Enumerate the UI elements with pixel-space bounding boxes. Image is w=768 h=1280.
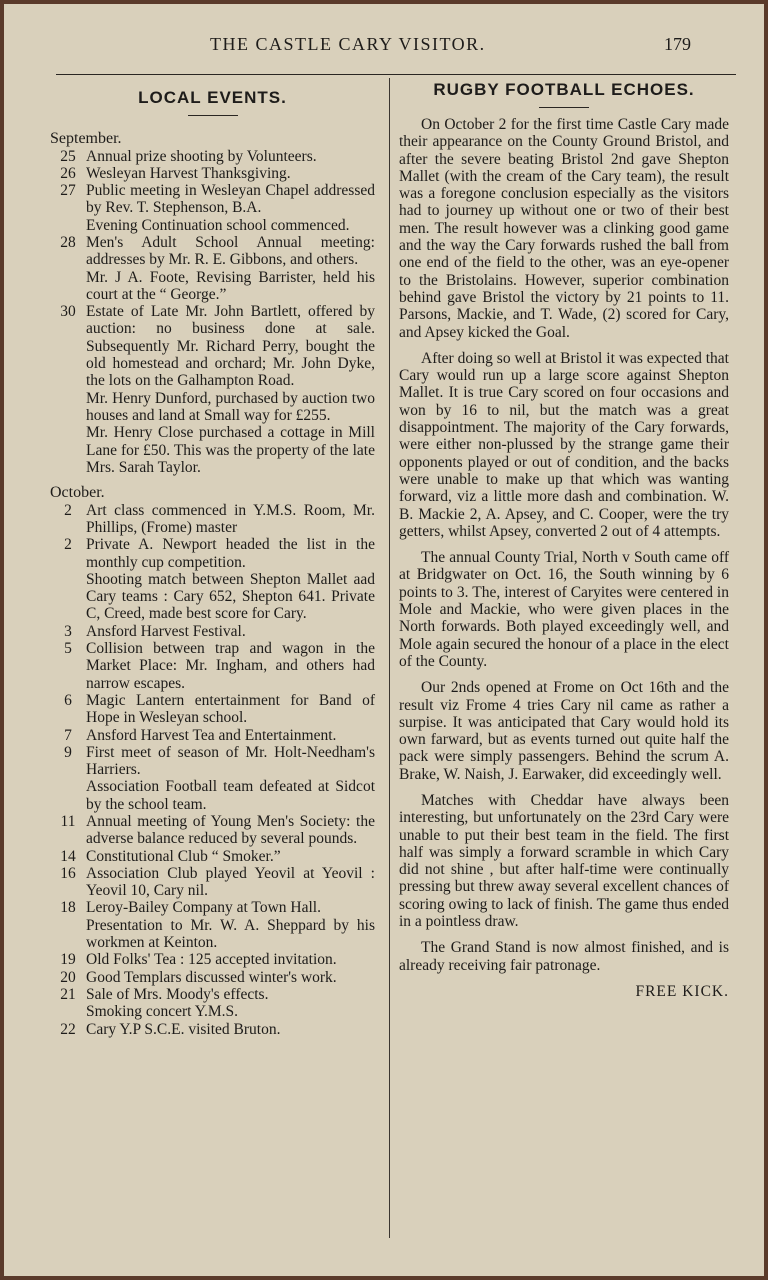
event-item [50,951,375,968]
event-item [50,536,375,622]
event-text: Estate of Late Mr. John Bartlett, offered by auction: no business done at sale. Subsequently Mr. Richard Perry, bought the old homestead and orchard; Mr. John Dyke, the lots on the Galhampton Road. [86,303,375,390]
event-body [86,951,375,968]
event-day: 18 [60,899,76,917]
event-body [86,536,375,622]
event-body [86,899,375,951]
event-text: Collision between trap and wagon in the Market Place: Mr. Ingham, and others had narrow escapes. [86,640,375,692]
article-paragraph: The annual County Trial, North v South came off at Bridgwater on Oct. 16, the South winning by 6 points to 3. The, interest of Caryites were centered in Mole and Mackie, who were given places in the North forwards. Both played exceedingly well, and Mole again secured the honour of a place in the elect of the County. [399,549,729,670]
event-text: Ansford Harvest Festival. [86,622,246,640]
rugby-column [399,80,729,1001]
event-item [50,813,375,848]
title-rule [539,107,589,108]
event-item [50,1021,375,1038]
signature: FREE KICK. [635,982,729,1000]
event-day: 2 [64,501,72,519]
event-day: 3 [64,622,72,640]
page [4,4,764,1276]
event-day: 5 [64,640,72,658]
month-heading: October. [50,484,105,502]
event-item [50,303,375,476]
event-body [86,813,375,848]
event-text: Association Football team defeated at Sidcot by the school team. [86,778,375,813]
event-text: Shooting match between Shepton Mallet aad Cary teams : Cary 652, Shepton 641. Private C, Creed, made best score for Cary. [86,570,375,623]
event-item [50,744,375,813]
event-item [50,640,375,692]
event-item [50,182,375,234]
event-text: Good Templars discussed winter's work. [86,968,337,986]
event-day: 30 [60,303,76,321]
event-day: 22 [60,1020,76,1038]
rugby-article [399,116,729,974]
local-events-title: LOCAL EVENTS. [138,88,287,107]
rugby-title: RUGBY FOOTBALL ECHOES. [433,80,695,99]
event-item [50,727,375,744]
article-paragraph: The Grand Stand is now almost finished, and is already receiving fair patronage. [399,939,729,974]
event-body [86,1021,375,1038]
event-text: Presentation to Mr. W. A. Sheppard by his workmen at Keinton. [86,916,375,952]
event-list [50,502,375,1038]
event-body [86,234,375,303]
event-day: 9 [64,743,72,761]
event-text: Mr. Henry Close purchased a cottage in Mill Lane for £50. This was the property of the late Mrs. Sarah Taylor. [86,424,375,476]
article-paragraph: Matches with Cheddar have always been interesting, but unfortunately on the 23rd Cary were unable to put their best team in the field. The first half was simply a forward scramble in which Cary did not shine , but after half-time were continually pressing but threw away several excellent chances of scoring owing to lack of finish. The game thus ended in a pointless draw. [399,791,729,931]
event-text: Ansford Harvest Tea and Entertainment. [86,726,337,744]
event-day: 7 [64,726,72,744]
event-text: First meet of season of Mr. Holt-Needham's Harriers. [86,743,375,779]
event-text: Evening Continuation school commenced. [86,216,350,234]
event-text: Mr. J A. Foote, Revising Barrister, held his court at the “ George.” [86,268,375,303]
event-item [50,502,375,537]
event-day: 26 [60,164,76,182]
event-text: Wesleyan Harvest Thanksgiving. [86,164,291,182]
event-body [86,502,375,537]
event-body [86,986,375,1021]
event-item [50,969,375,986]
event-text: Annual prize shooting by Volunteers. [86,147,317,165]
column-divider [389,78,390,1238]
event-text: Annual meeting of Young Men's Society: the adverse balance reduced by several pounds. [86,812,375,848]
event-body [86,165,375,182]
event-day: 14 [60,847,76,865]
event-text: Association Club played Yeovil at Yeovil : Yeovil 10, Cary nil. [86,864,375,900]
title-rule [188,115,238,116]
event-body [86,744,375,813]
event-text: Public meeting in Wesleyan Chapel addressed by Rev. T. Stephenson, B.A. [86,182,375,217]
event-text: Art class commenced in Y.M.S. Room, Mr. Phillips, (Frome) master [86,501,375,536]
event-text: Old Folks' Tea : 125 accepted invitation. [86,951,337,969]
event-body [86,148,375,165]
article-paragraph: After doing so well at Bristol it was expected that Cary would run up a large score against Shepton Mallet. It is true Cary scored on four occasions and won by 16 to nil, but the match was a great disappointment. The majority of the Cary forwards, were either non-plussed by the strange game their opponents played or out of condition, and the backs were unable to make up that which was wanting forward, viz a little more dash and combination. W. B. Mackie 2, A. Apsey, and C. Cooper, were the try getters, whilst Apsey, converted 2 out of 4 attempts. [399,349,729,540]
event-item [50,165,375,182]
page-number: 179 [664,34,691,54]
event-body [86,692,375,727]
event-body [86,727,375,744]
event-text: Leroy-Bailey Company at Town Hall. [86,899,321,917]
event-text: Men's Adult School Annual meeting: addresses by Mr. R. E. Gibbons, and others. [86,233,375,269]
month-heading: September. [50,130,122,147]
article-paragraph: On October 2 for the first time Castle Cary made their appearance on the County Ground Bristol, and after the severe beating Bristol 2nd gave Shepton Mallet (with the cream of the Cary team), the result was a foregone conclusion especially as the visitors had to journey up without one or two of their best men. The result however was a clinking good game and the way the Cary forwards rushed the ball from one end of the field to the other, was an eye-opener to the Bristolains. However, superior combination behind gave Bristol the victory by 21 points to 11. Parsons, Mackie, and T. Wade, (2) scored for Cary, and Apsey kicked the Goal. [399,116,729,341]
event-day: 16 [60,864,76,882]
event-text: Constitutional Club “ Smoker.” [86,847,281,865]
event-day: 27 [60,182,76,200]
event-text: Smoking concert Y.M.S. [86,1003,238,1021]
event-body [86,865,375,900]
event-day: 6 [64,691,72,709]
event-text: Sale of Mrs. Moody's effects. [86,985,269,1003]
event-body [86,182,375,234]
event-text: Magic Lantern entertainment for Band of Hope in Wesleyan school. [86,691,375,727]
event-item [50,899,375,951]
event-item [50,234,375,303]
event-text: Cary Y.P S.C.E. visited Bruton. [86,1020,281,1038]
local-events-column [50,82,375,1046]
publication-title: THE CASTLE CARY VISITOR. [210,34,486,54]
event-day: 28 [60,233,76,251]
event-body [86,640,375,692]
event-list [50,148,375,477]
event-day: 2 [64,536,72,554]
event-day: 19 [60,951,76,969]
event-body [86,848,375,865]
event-text: Private A. Newport headed the list in the monthly cup competition. [86,536,375,571]
event-day: 11 [60,812,76,830]
event-months [50,130,375,1038]
event-day: 21 [60,985,76,1003]
event-item [50,848,375,865]
article-paragraph: Our 2nds opened at Frome on Oct 16th and the result viz Frome 4 tries Cary nil came as rather a surpise. It was anticipated that Cary would hold its own farward, but as events turned out quite half the pack were simply passengers. Behind the scrum A. Brake, W. Naish, J. Earwaker, did exceedingly well. [399,679,729,783]
event-text: Mr. Henry Dunford, purchased by auction two houses and land at Small way for £255. [86,389,375,424]
event-item [50,986,375,1021]
running-header [4,34,764,58]
event-body [86,969,375,986]
header-rule [56,74,736,75]
event-item [50,865,375,900]
event-day: 25 [60,147,76,165]
event-item [50,623,375,640]
event-item [50,692,375,727]
event-body [86,623,375,640]
event-body [86,303,375,476]
event-day: 20 [60,968,76,986]
event-item [50,148,375,165]
